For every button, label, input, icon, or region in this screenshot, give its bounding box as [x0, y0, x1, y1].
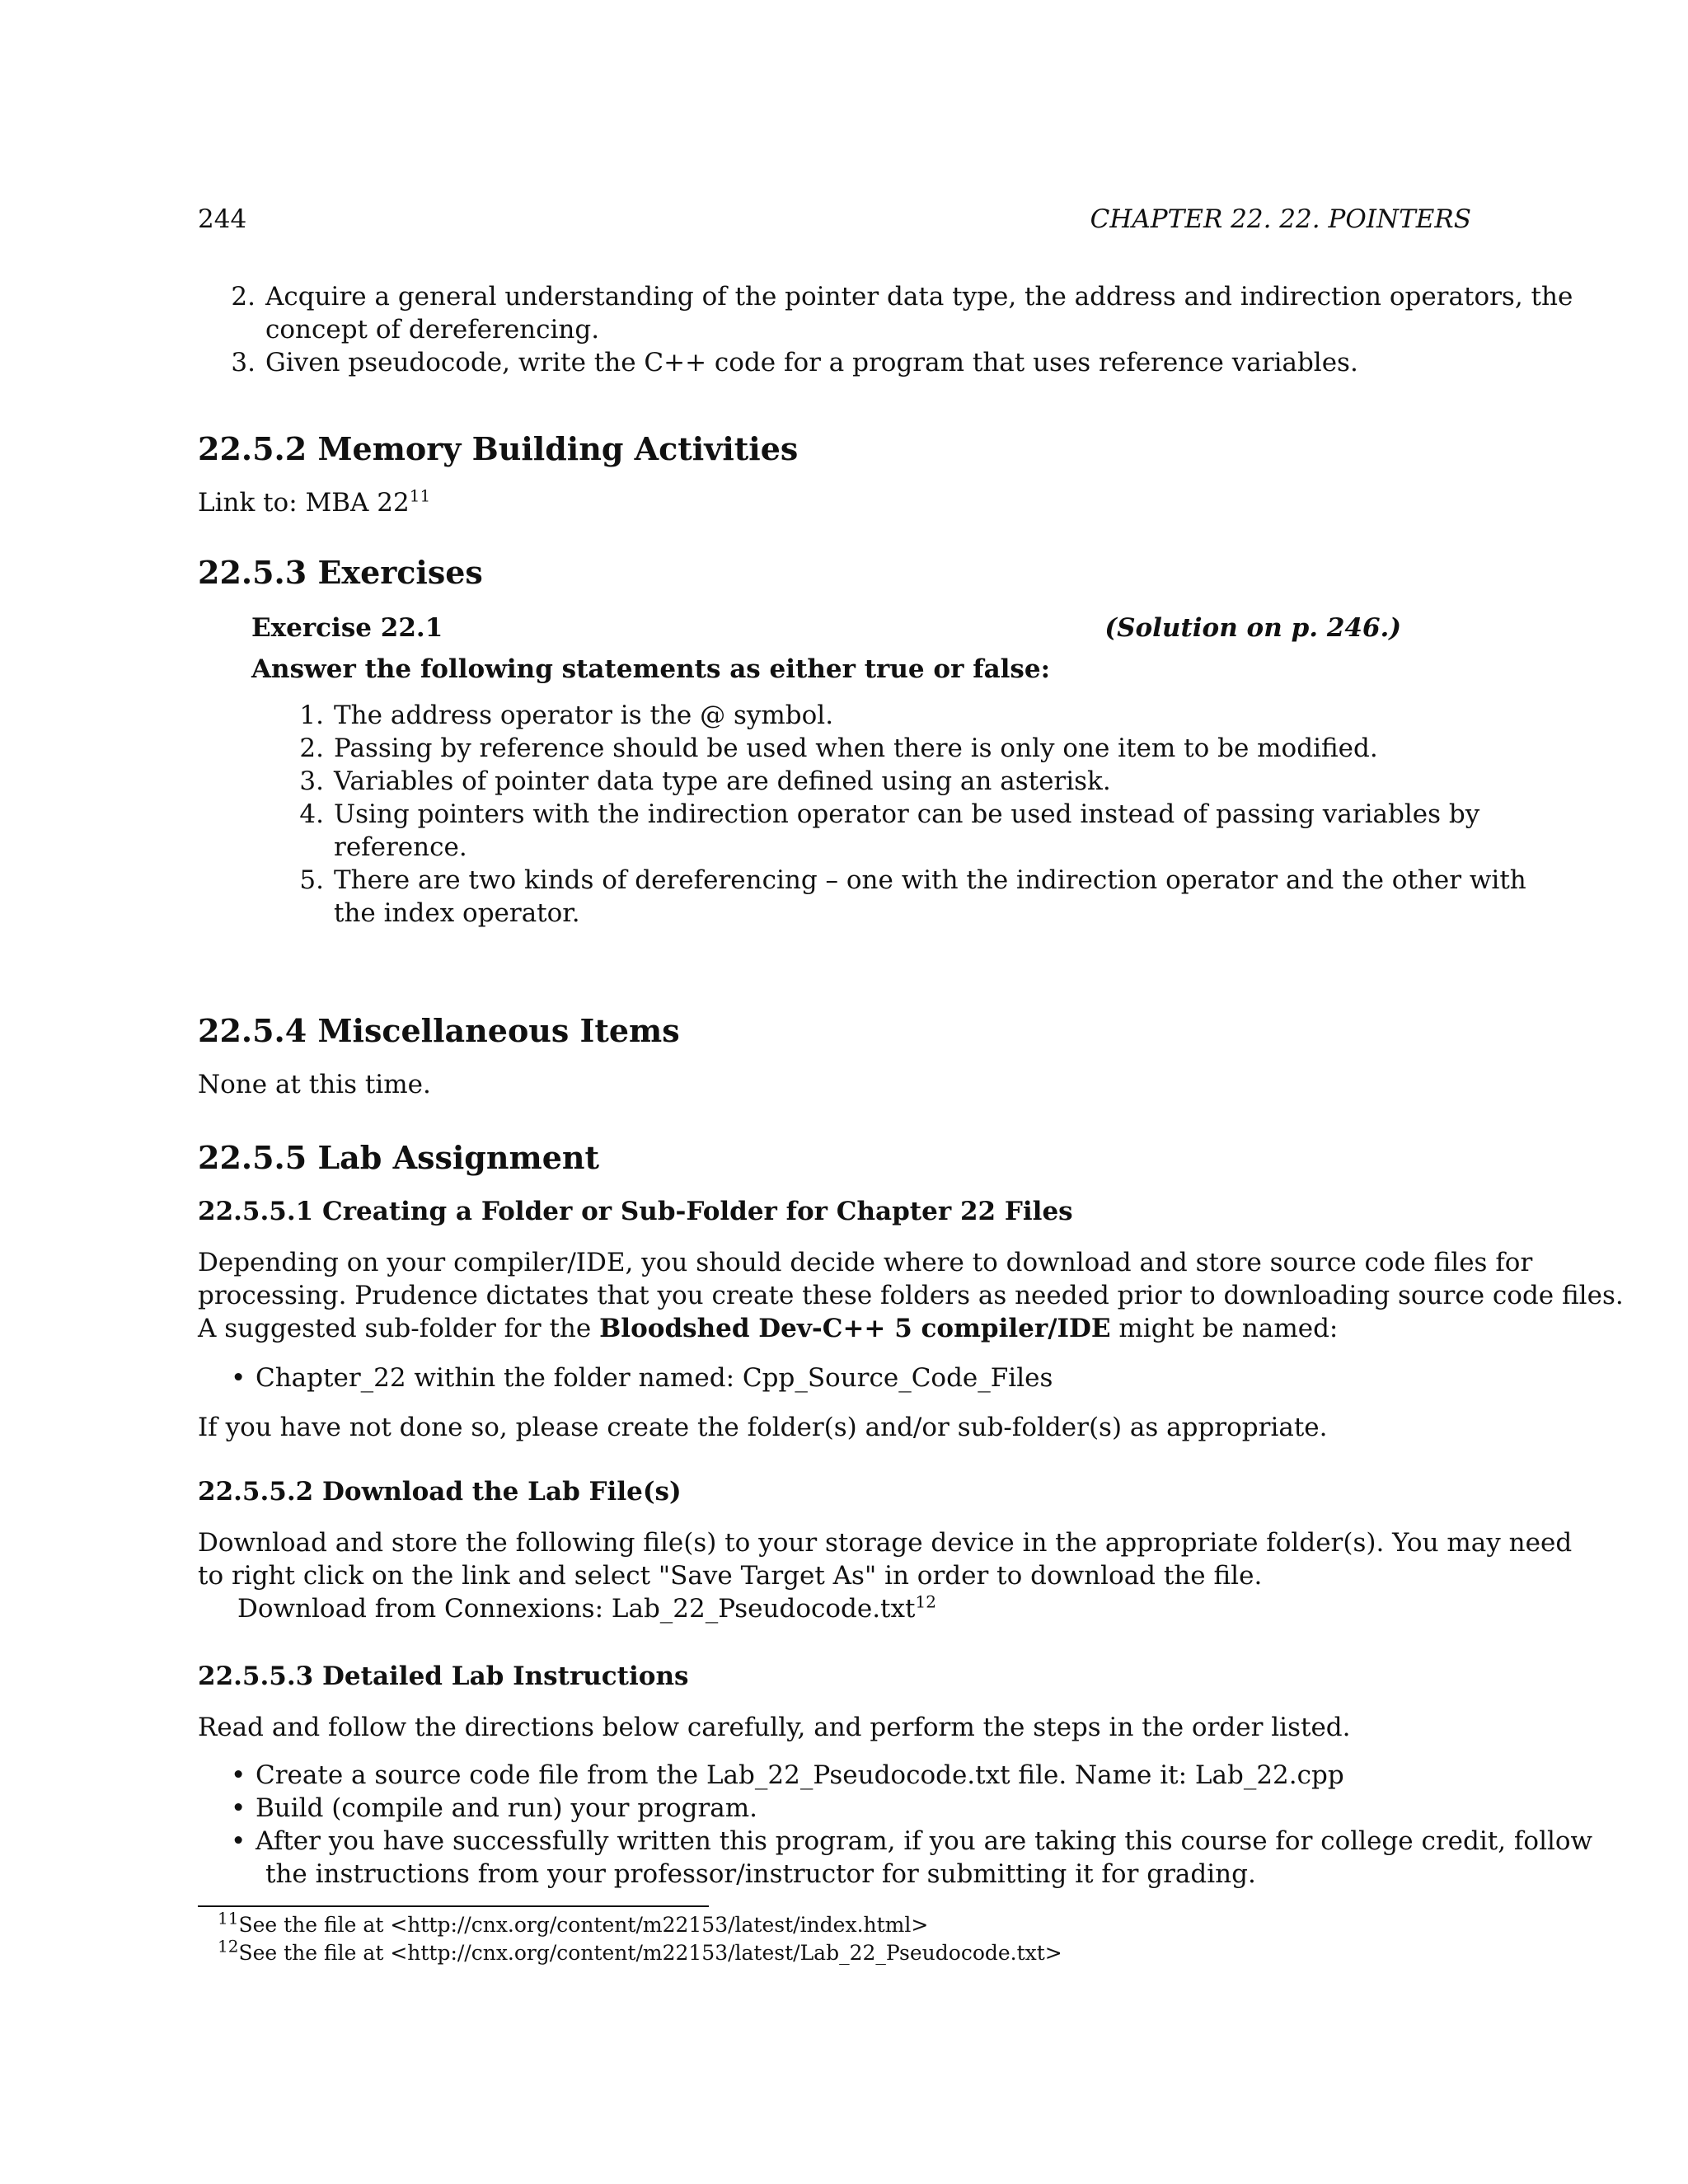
section-heading-misc: 22.5.4 Miscellaneous Items [198, 1012, 680, 1049]
exercise-item-continuation: the index operator. [334, 898, 580, 928]
footnote: $^{12}$See the file at <http://cnx.org/content/m22153/latest/Lab_22_Pseudocode.txt> [218, 1936, 1062, 1965]
footnote: $^{11}$See the file at <http://cnx.org/content/m22153/latest/index.html> [218, 1908, 929, 1937]
page-number: 244 [198, 204, 247, 234]
paragraph-line: processing. Prudence dictates that you create these folders as needed prior to downloading source code files. [198, 1281, 1624, 1310]
download-link[interactable]: Download from Connexions: Lab_22_Pseudocode.txt [237, 1594, 916, 1624]
mba-link-line [198, 486, 430, 519]
footnote-marker: 11 [409, 485, 431, 506]
running-header-chapter: CHAPTER 22. 22. POINTERS [1090, 204, 1471, 234]
exercise-item-continuation: reference. [334, 832, 467, 862]
exercise-prompt: Answer the following statements as either true or false: [251, 654, 1051, 684]
footnote-marker: 12 [915, 1591, 936, 1612]
section-heading-memory-building: 22.5.2 Memory Building Activities [198, 430, 799, 467]
paragraph-line: A suggested sub-folder for the Bloodshed Dev-C++ 5 compiler/IDE might be named: [198, 1314, 1339, 1343]
list-item: • After you have successfully written this program, if you are taking this course for college credit, follow [231, 1826, 1593, 1856]
subsection-heading-folder: 22.5.5.1 Creating a Folder or Sub-Folder for Chapter 22 Files [198, 1197, 1073, 1226]
intro-list-item-continuation: concept of dereferencing. [265, 315, 600, 344]
paragraph-line: If you have not done so, please create the folder(s) and/or sub-folder(s) as appropriate. [198, 1413, 1328, 1442]
intro-list-item: 2. Acquire a general understanding of the pointer data type, the address and indirection operators, the [231, 282, 1573, 312]
paragraph-line: Read and follow the directions below carefully, and perform the steps in the order listed. [198, 1713, 1351, 1742]
paragraph-line: Depending on your compiler/IDE, you should decide where to download and store source code files for [198, 1248, 1533, 1277]
exercise-label: Exercise 22.1 [251, 613, 443, 643]
list-item: • Build (compile and run) your program. [231, 1793, 758, 1823]
document-page [198, 0, 1624, 2184]
list-item-continuation: the instructions from your professor/instructor for submitting it for grading. [265, 1859, 1256, 1889]
intro-list-item: 3. Given pseudocode, write the C++ code for a program that uses reference variables. [231, 348, 1358, 377]
list-item: • Create a source code file from the Lab_22_Pseudocode.txt file. Name it: Lab_22.cpp [231, 1760, 1344, 1790]
exercise-item: 4. Using pointers with the indirection operator can be used instead of passing variables by [299, 799, 1480, 829]
footnote-rule [198, 1905, 709, 1907]
paragraph-line: to right click on the link and select "Save Target As" in order to download the file. [198, 1561, 1263, 1591]
misc-text: None at this time. [198, 1070, 431, 1099]
section-heading-exercises: 22.5.3 Exercises [198, 554, 483, 591]
mba-link[interactable]: Link to: MBA 22 [198, 488, 410, 518]
list-item: • Chapter_22 within the folder named: Cpp_Source_Code_Files [231, 1363, 1053, 1393]
subsection-heading-download: 22.5.5.2 Download the Lab File(s) [198, 1477, 682, 1507]
exercise-item: 3. Variables of pointer data type are defined using an asterisk. [299, 766, 1111, 796]
solution-link[interactable]: (Solution on p. 246.) [1104, 613, 1401, 643]
section-heading-lab-assignment: 22.5.5 Lab Assignment [198, 1139, 600, 1176]
subsection-heading-instructions: 22.5.5.3 Detailed Lab Instructions [198, 1661, 689, 1691]
bullet-icon: • [231, 1826, 246, 1856]
exercise-item: 5. There are two kinds of dereferencing – one with the indirection operator and the other with [299, 865, 1526, 895]
exercise-item: 2. Passing by reference should be used when there is only one item to be modified. [299, 733, 1378, 763]
bullet-icon: • [231, 1793, 246, 1823]
bullet-icon: • [231, 1363, 246, 1393]
exercise-item: 1. The address operator is the @ symbol. [299, 701, 834, 730]
download-line [237, 1592, 936, 1625]
bullet-icon: • [231, 1760, 246, 1790]
paragraph-line: Download and store the following file(s) to your storage device in the appropriate folder(s). You may need [198, 1528, 1573, 1558]
